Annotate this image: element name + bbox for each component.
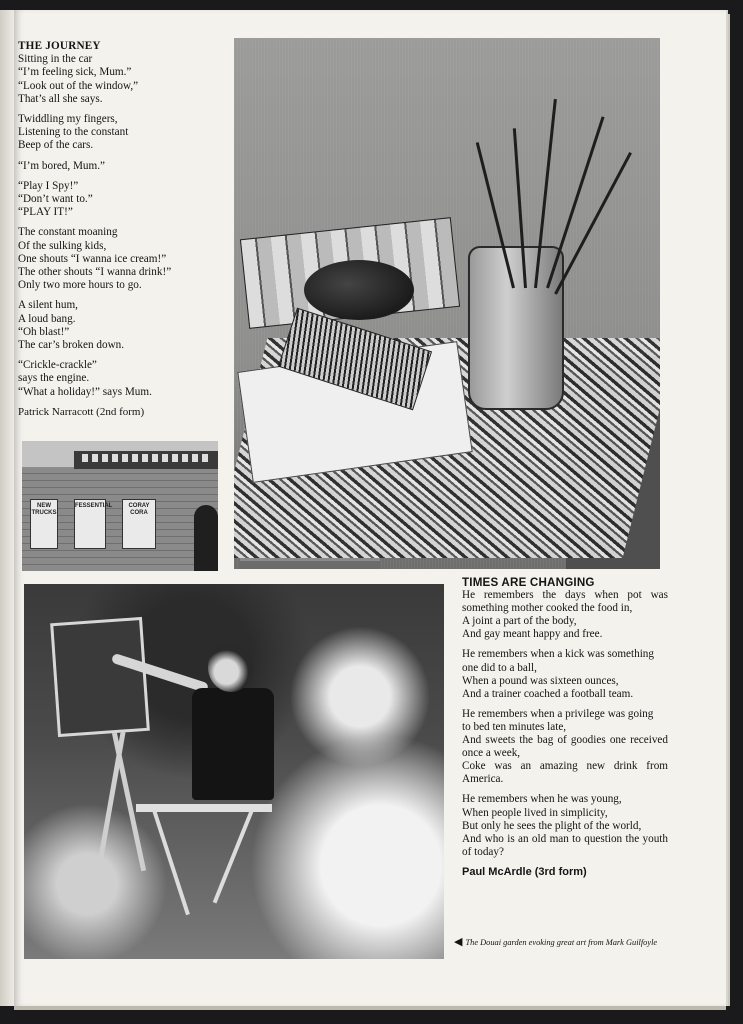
poem-line: “Play I Spy!” (18, 179, 79, 192)
poem-title: TIMES ARE CHANGING (462, 576, 595, 589)
poem-the-journey (18, 40, 228, 419)
caption-arrow-icon: ◀ (454, 936, 463, 948)
poem-line: Of the sulking kids, (18, 239, 107, 252)
poem-stanza (18, 359, 228, 399)
poem-stanza (18, 299, 228, 352)
drawing-dark-object (304, 260, 414, 320)
poem-author: Paul McArdle (3rd form) (462, 865, 587, 878)
book-binding-edge (0, 10, 14, 1006)
photo-poster (30, 499, 58, 549)
photo-archway (194, 505, 218, 571)
poem-stanza (18, 160, 228, 173)
poem-line: A silent hum, (18, 299, 78, 312)
poem-line: “Crickle-crackle” (18, 359, 97, 372)
station-photo (22, 441, 218, 571)
poster-text: FESSENTIAL (75, 503, 113, 509)
poem-line: Beep of the cars. (18, 139, 94, 152)
photo-poster (74, 499, 113, 549)
poem-stanza (18, 180, 228, 220)
poem-stanza (18, 53, 228, 106)
poem-title: THE JOURNEY (18, 40, 101, 52)
poem-line: He remembers when he was young, (462, 793, 622, 806)
poem-line: “Oh blast!” (18, 325, 70, 338)
poem-line: The other shouts “I wanna drink!” (18, 266, 172, 279)
poem-line: And gay meant happy and free. (462, 628, 603, 641)
poster-text: CORAY CORA (128, 503, 150, 516)
photo-caption (454, 938, 670, 947)
poem-line: Coke was an amazing new drink from America. (462, 760, 668, 786)
poem-line: He remembers when a kick was something (462, 648, 654, 661)
poem-line: One shouts “I wanna ice cream!” (18, 252, 167, 265)
poem-line: “What a holiday!” says Mum. (18, 385, 152, 398)
poem-line: When a pound was sixteen ounces, (462, 674, 619, 687)
poem-line: says the engine. (18, 372, 90, 385)
still-life-drawing (234, 38, 660, 569)
photo-easel-leg (96, 724, 127, 873)
poem-line: But only he sees the plight of the world, (462, 819, 642, 832)
poem-line: Only two more hours to go. (18, 279, 142, 292)
poem-stanza (462, 708, 668, 787)
poem-line: And a trainer coached a football team. (462, 687, 634, 700)
poem-line: He remembers when a privilege was going (462, 707, 654, 720)
poem-stanza (462, 589, 668, 641)
drawing-brush (546, 116, 604, 288)
poem-line: “Don’t want to.” (18, 193, 93, 206)
drawing-brush-jar (468, 246, 564, 410)
poem-stanza (18, 113, 228, 153)
photo-stool-leg (152, 809, 190, 915)
poem-line: A joint a part of the body, (462, 615, 577, 628)
poem-stanza (18, 226, 228, 292)
poem-line: That’s all she says. (18, 92, 103, 105)
poem-line: one did to a ball, (462, 661, 537, 674)
poem-line: He remembers the days when pot was something mother cooked the food in, (462, 589, 668, 615)
photo-painter (192, 688, 274, 800)
photo-poster (122, 499, 156, 549)
poem-line: to bed ten minutes late, (462, 720, 567, 733)
poem-line: Twiddling my fingers, (18, 113, 118, 126)
poem-stanza (462, 648, 668, 700)
poem-times-are-changing (462, 576, 668, 879)
poem-line: The constant moaning (18, 226, 118, 239)
garden-painting-photo (24, 584, 444, 959)
poem-line: And who is an old man to question the youth of today? (462, 832, 668, 858)
poem-line: “I’m bored, Mum.” (18, 159, 105, 172)
photo-train-windows (82, 454, 212, 462)
photo-easel-leg (110, 723, 146, 871)
poem-line: Sitting in the car (18, 53, 93, 66)
caption-text: The Douai garden evoking great art from Mark Guilfoyle (465, 938, 658, 947)
poster-text: NEW TRUCKS (31, 503, 57, 516)
poem-author: Patrick Narracott (2nd form) (18, 405, 145, 418)
poem-line: “PLAY IT!” (18, 206, 73, 219)
poem-line: “I’m feeling sick, Mum.” (18, 66, 132, 79)
poem-line: When people lived in simplicity, (462, 806, 608, 819)
poem-line: The car’s broken down. (18, 339, 125, 352)
poem-line: A loud bang. (18, 312, 76, 325)
photo-painter-head (208, 642, 254, 692)
photo-stool-leg (213, 809, 254, 903)
poem-line: And sweets the bag of goodies one received once a week, (462, 734, 668, 760)
poem-line: “Look out of the window,” (18, 79, 139, 92)
poem-stanza (462, 793, 668, 858)
poem-line: Listening to the constant (18, 126, 129, 139)
photo-easel-canvas (50, 617, 150, 737)
